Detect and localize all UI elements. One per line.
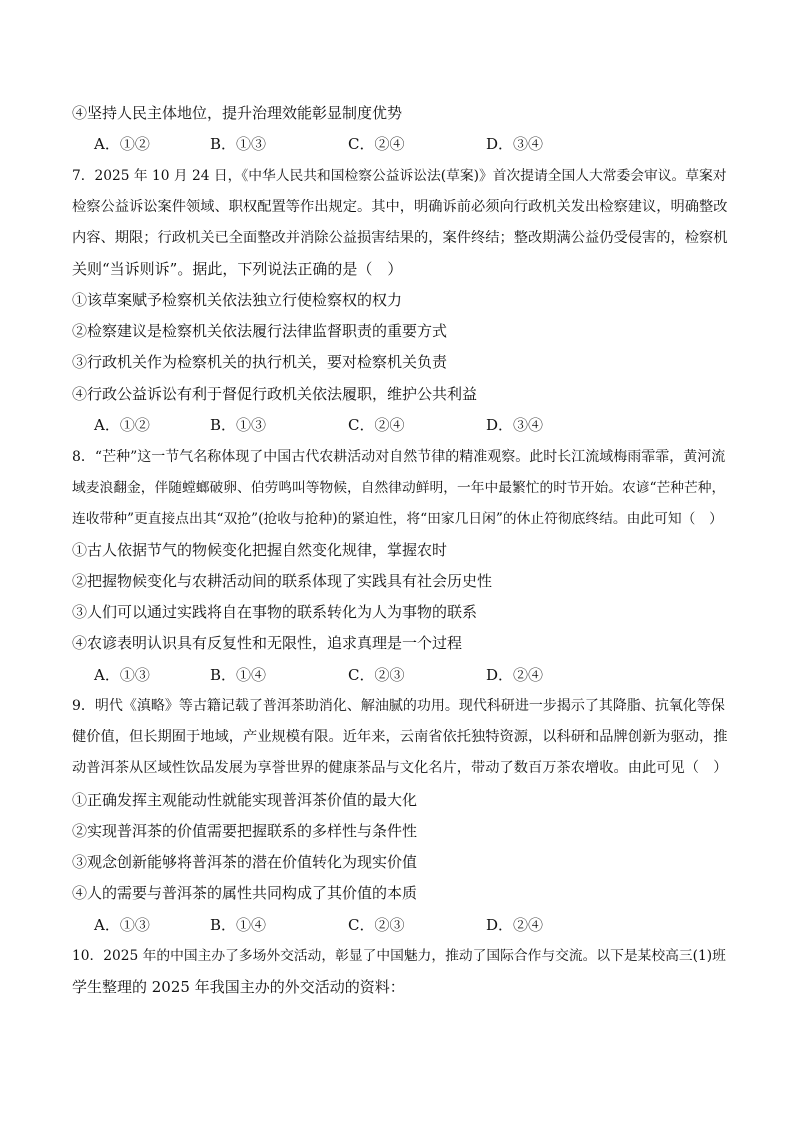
q9-option-c: C．②③: [348, 916, 405, 934]
q6-statement-4: ④坚持人民主体地位，提升治理效能彰显制度优势: [72, 104, 403, 122]
q6-option-c: C．②④: [348, 135, 405, 153]
q7-stem-line-1: 7．2025 年 10 月 24 日，《中华人民共和国检察公益诉讼法(草案)》首次提请全国人大常委会审议。草案对: [72, 168, 727, 184]
q7-option-c: C．②④: [348, 416, 405, 434]
q8-option-c: C．②③: [348, 666, 405, 684]
q9-statement-4: ④人的需要与普洱茶的属性共同构成了其价值的本质: [72, 884, 418, 902]
q9-statement-3: ③观念创新能够将普洱茶的潜在价值转化为现实价值: [72, 853, 418, 871]
q9-option-d: D．②④: [486, 916, 544, 934]
q7-stem-line-2: 检察公益诉讼案件领域、职权配置等作出规定。其中，明确诉前必须向行政机关发出检察建议，明确整改: [72, 199, 728, 215]
q7-statement-4: ④行政公益诉讼有利于督促行政机关依法履职，维护公共利益: [72, 385, 478, 403]
q9-statement-1: ①正确发挥主观能动性就能实现普洱茶价值的最大化: [72, 791, 418, 809]
q6-option-a: A．①②: [94, 135, 150, 153]
q9-stem-line-3: 动普洱茶从区域性饮品发展为享誉世界的健康茶品与文化名片，带动了数百万茶农增收。由此可见（ ）: [72, 760, 728, 776]
q7-option-b: B．①③: [210, 416, 267, 434]
q7-option-d: D．③④: [486, 416, 544, 434]
q6-options: [94, 134, 654, 154]
q6-option-d: D．③④: [486, 135, 544, 153]
q10-stem-line-1: 10．2025 年的中国主办了多场外交活动，彰显了中国魅力，推动了国际合作与交流。以下是某校高三(1)班: [72, 948, 726, 964]
q7-options: [94, 415, 654, 435]
q8-statement-1: ①古人依据节气的物候变化把握自然变化规律，掌握农时: [72, 541, 448, 559]
q9-option-a: A．①③: [94, 916, 150, 934]
q9-options: [94, 915, 654, 935]
q8-stem-line-3: 连收带种”更直接点出其“双抢”(抢收与抢种)的紧迫性，将“田家几日闲”的休止符彻底终结。由此可知（ ）: [72, 511, 723, 527]
q8-statement-4: ④农谚表明认识具有反复性和无限性，追求真理是一个过程: [72, 634, 463, 652]
q7-option-a: A．①②: [94, 416, 150, 434]
q7-stem-line-4: 关则“当诉则诉”。据此，下列说法正确的是（ ）: [72, 260, 403, 278]
q6-option-b: B．①③: [210, 135, 267, 153]
q9-stem-line-1: 9．明代《滇略》等古籍记载了普洱茶助消化、解油腻的功用。现代科研进一步揭示了其降脂、抗氧化等保: [72, 698, 725, 714]
q7-statement-2: ②检察建议是检察机关依法履行法律监督职责的重要方式: [72, 322, 448, 340]
q8-stem-line-1: 8．“芒种”这一节气名称体现了中国古代农耕活动对自然节律的精准观察。此时长江流域梅雨霏霏，黄河流: [72, 449, 726, 465]
q8-stem-line-2: 域麦浪翻金，伴随螳螂破卵、伯劳鸣叫等物候，自然律动鲜明，一年中最繁忙的时节开始。农谚“芒种芒种，: [72, 480, 726, 496]
q8-options: [94, 665, 654, 685]
q9-stem-line-2: 健价值，但长期囿于地域，产业规模有限。近年来，云南省依托独特资源，以科研和品牌创新为驱动，推: [72, 729, 728, 745]
q8-option-d: D．②④: [486, 666, 544, 684]
q8-option-b: B．①④: [210, 666, 267, 684]
q9-option-b: B．①④: [210, 916, 267, 934]
q7-statement-3: ③行政机关作为检察机关的执行机关，要对检察机关负责: [72, 353, 448, 371]
q8-option-a: A．①③: [94, 666, 150, 684]
q7-statement-1: ①该草案赋予检察机关依法独立行使检察权的权力: [72, 291, 403, 309]
q9-statement-2: ②实现普洱茶的价值需要把握联系的多样性与条件性: [72, 822, 418, 840]
q7-stem-line-3: 内容、期限；行政机关已全面整改并消除公益损害结果的，案件终结；整改期满公益仍受侵害的，检察机: [72, 230, 728, 246]
q8-statement-2: ②把握物候变化与农耕活动间的联系体现了实践具有社会历史性: [72, 572, 493, 590]
q10-stem-line-2: 学生整理的 2025 年我国主办的外交活动的资料：: [72, 978, 405, 996]
q8-statement-3: ③人们可以通过实践将自在事物的联系转化为人为事物的联系: [72, 603, 478, 621]
